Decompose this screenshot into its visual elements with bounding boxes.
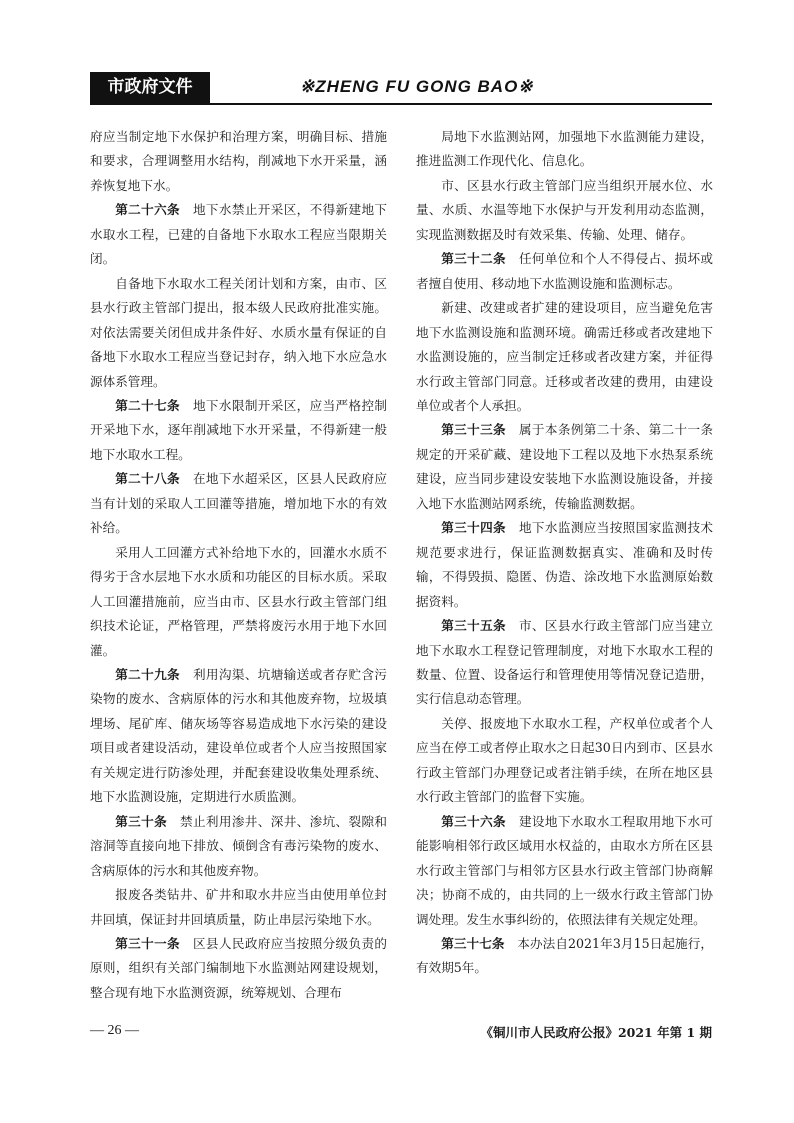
article-number: 第二十九条 bbox=[115, 666, 180, 682]
publication-info: 《铜川市人民政府公报》2021 年第 1 期 bbox=[480, 1025, 712, 1040]
article-number: 第二十六条 bbox=[115, 202, 180, 218]
paragraph bbox=[416, 932, 713, 981]
paragraph bbox=[90, 125, 387, 198]
article-number: 第三十一条 bbox=[115, 935, 180, 951]
left-column bbox=[90, 125, 387, 1005]
paragraph-text: 禁止利用渗井、深井、渗坑、裂隙和溶洞等直接向地下排放、倾倒含有毒污染物的废水、含病原体的污水和其他废弃物。 bbox=[90, 813, 388, 878]
paragraph-text: 新建、改建或者扩建的建设项目，应当避免危害地下水监测设施和监测环境。确需迁移或者改建地下水监测设施的，应当制定迁移或者改建方案，并征得水行政主管部门同意。迁移或者改建的费用，由建设单位或者个人承担。 bbox=[416, 300, 713, 413]
paragraph bbox=[416, 614, 713, 712]
paragraph bbox=[90, 467, 387, 540]
paragraph-text: 地下水禁止开采区，不得新建地下水取水工程，已建的自备地下水取水工程应当限期关闭。 bbox=[90, 202, 388, 267]
paragraph-text: 报废各类钻井、矿井和取水井应当由使用单位封井回填，保证封井回填质量，防止串层污染地下水。 bbox=[90, 887, 387, 927]
paragraph bbox=[90, 272, 387, 394]
article-number: 第二十八条 bbox=[115, 471, 180, 487]
paragraph-text: 建设地下水取水工程取用地下水可能影响相邻行政区域用水权益的，由取水方所在区县水行政主管部门与相邻方区县水行政主管部门协商解决；协商不成的，由共同的上一级水行政主管部门协调处理。发生水事纠纷的，依照法律有关规定处理。 bbox=[416, 813, 714, 927]
paragraph-text: 利用沟渠、坑塘输送或者存贮含污染物的废水、含病原体的污水和其他废弃物，垃圾填埋场、尾矿库、储灰场等容易造成地下水污染的建设项目或者建设活动，建设单位或者个人应当按照国家有关规定进行防渗处理，并配套建设收集处理系统、地下水监测设施，定期进行水质监测。 bbox=[90, 666, 388, 805]
paragraph-text: 采用人工回灌方式补给地下水的，回灌水水质不得劣于含水层地下水水质和功能区的目标水质。采取人工回灌措施前，应当由市、区县水行政主管部门组织技术论证，严格管理，严禁将废污水用于地下水回灌。 bbox=[90, 544, 387, 658]
paragraph-text: 区县人民政府应当按照分级负责的原则，组织有关部门编制地下水监测站网建设规划，整合现有地下水监测资源，统筹规划、合理布 bbox=[90, 935, 388, 1000]
page-header bbox=[90, 72, 712, 105]
paragraph-text: 地下水限制开采区，应当严格控制开采地下水，逐年削减地下水开采量，不得新建一般地下水取水工程。 bbox=[90, 397, 388, 462]
article-number: 第三十三条 bbox=[441, 422, 506, 438]
article-number: 第三十七条 bbox=[441, 935, 505, 951]
paragraph-text: 任何单位和个人不得侵占、损坏或者擅自使用、移动地下水监测设施和监测标志。 bbox=[416, 251, 714, 291]
paragraph-text: 在地下水超采区，区县人民政府应当有计划的采取人工回灌等措施，增加地下水的有效补给。 bbox=[90, 471, 388, 536]
paragraph bbox=[416, 125, 713, 174]
paragraph bbox=[416, 810, 713, 932]
paragraph bbox=[90, 198, 387, 271]
section-label: 市政府文件 bbox=[90, 72, 210, 103]
paragraph-text: 局地下水监测站网，加强地下水监测能力建设，推进监测工作现代化、信息化。 bbox=[416, 129, 713, 169]
paragraph bbox=[90, 541, 387, 663]
paragraph bbox=[90, 394, 387, 467]
paragraph-text: 地下水监测应当按照国家监测技术规范要求进行，保证监测数据真实、准确和及时传输，不得毁损、隐匿、伪造、涂改地下水监测原始数据资料。 bbox=[416, 520, 714, 609]
paragraph bbox=[90, 932, 387, 1005]
paragraph-text: 府应当制定地下水保护和治理方案，明确目标、措施和要求，合理调整用水结构，削减地下水开采量，涵养恢复地下水。 bbox=[90, 129, 387, 193]
paragraph-text: 市、区县水行政主管部门应当组织开展水位、水量、水质、水温等地下水保护与开发利用动态监测，实现监测数据及时有效采集、传输、处理、储存。 bbox=[416, 177, 713, 242]
header-rule bbox=[90, 103, 712, 105]
journal-title: ※ZHENG FU GONG BAO※ bbox=[300, 77, 534, 96]
article-number: 第三十二条 bbox=[441, 251, 506, 267]
paragraph bbox=[90, 810, 387, 883]
right-column bbox=[416, 125, 713, 981]
paragraph bbox=[416, 418, 713, 516]
paragraph bbox=[416, 516, 713, 614]
paragraph bbox=[90, 663, 387, 810]
paragraph-text: 本办法自2021年3月15日起施行，有效期5年。 bbox=[416, 935, 714, 976]
paragraph-text: 属于本条例第二十条、第二十一条规定的开采矿藏、建设地下工程以及地下水热泵系统建设，应当同步建设安装地下水监测设施设备，并接入地下水监测站网系统，传输监测数据。 bbox=[416, 422, 714, 511]
paragraph-text: 市、区县水行政主管部门应当建立地下水取水工程登记管理制度，对地下水取水工程的数量、位置、设备运行和管理使用等情况登记造册，实行信息动态管理。 bbox=[416, 618, 714, 707]
article-number: 第二十七条 bbox=[115, 397, 180, 413]
article-number: 第三十五条 bbox=[441, 618, 506, 634]
article-number: 第三十条 bbox=[115, 813, 168, 829]
paragraph bbox=[90, 883, 387, 932]
paragraph-text: 关停、报废地下水取水工程，产权单位或者个人应当在停工或者停止取水之日起30日内到市、区县水行政主管部门办理登记或者注销手续，在所在地区县水行政主管部门的监督下实施。 bbox=[416, 715, 713, 805]
paragraph bbox=[416, 296, 713, 418]
page-footer bbox=[90, 1023, 712, 1043]
article-number: 第三十六条 bbox=[441, 813, 506, 829]
paragraph bbox=[416, 174, 713, 247]
paragraph bbox=[416, 247, 713, 296]
page-number: — 26 — bbox=[90, 1023, 139, 1038]
paragraph-text: 自备地下水取水工程关闭计划和方案，由市、区县水行政主管部门提出，报本级人民政府批准实施。对依法需要关闭但成井条件好、水质水量有保证的自备地下水取水工程应当登记封存，纳入地下水应急水源体系管理。 bbox=[90, 275, 387, 389]
paragraph bbox=[416, 712, 713, 810]
article-number: 第三十四条 bbox=[441, 520, 506, 536]
